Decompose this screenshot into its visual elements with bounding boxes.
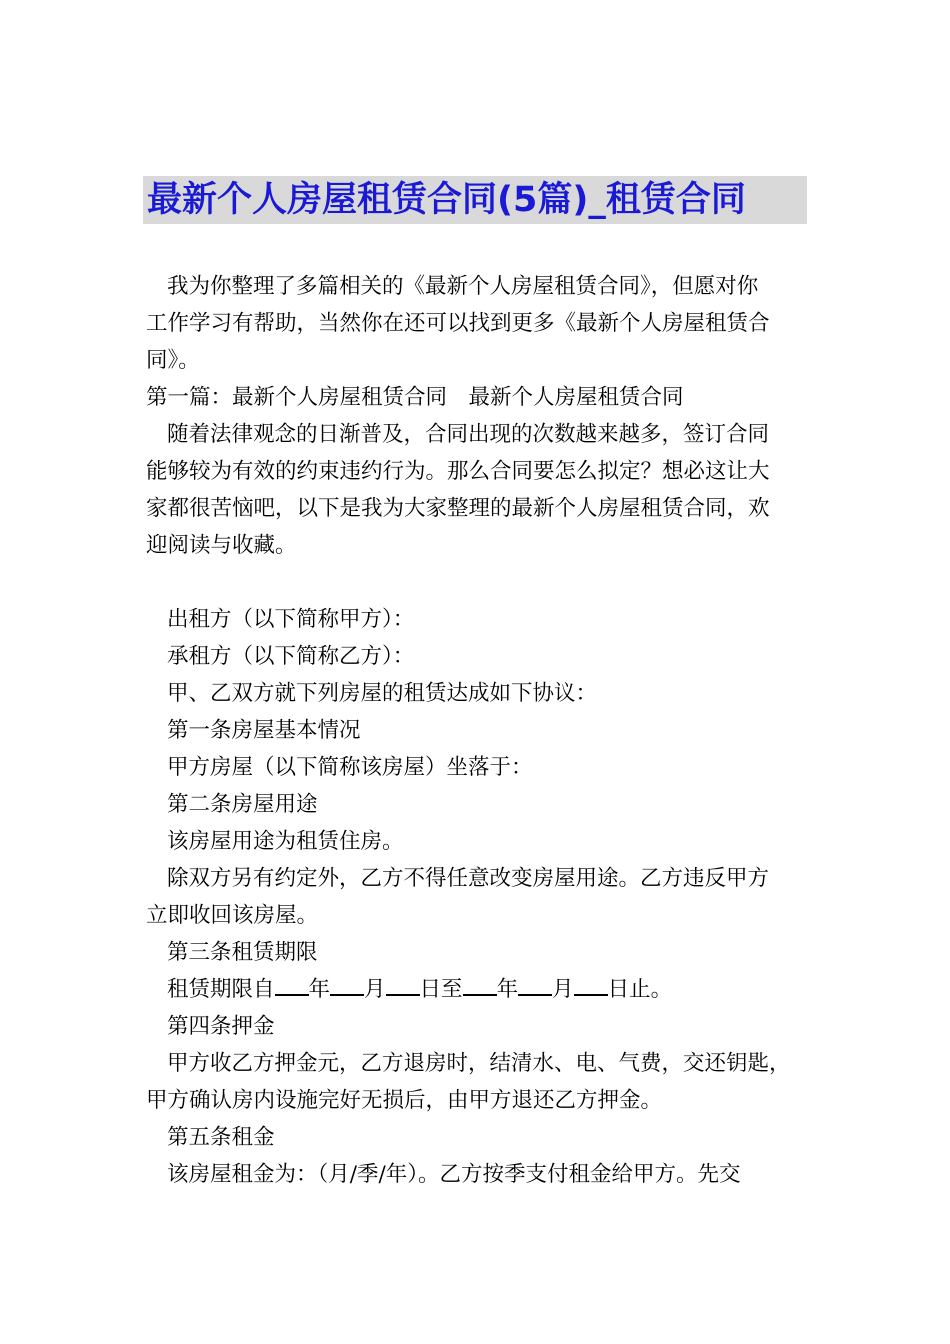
start-year-blank[interactable] xyxy=(275,974,309,996)
intro-line-1: 我为你整理了多篇相关的《最新个人房屋租赁合同》，但愿对你 xyxy=(167,274,759,299)
document-title: 最新个人房屋租赁合同(5篇)_租赁合同 xyxy=(147,180,746,220)
article4-title: 第四条押金 xyxy=(167,1014,275,1039)
para1-line-1: 随着法律观念的日渐普及，合同出现的次数越来越多，签订合同 xyxy=(167,422,770,447)
para1-line-4: 迎阅读与收藏。 xyxy=(146,533,297,558)
year2-label: 年 xyxy=(496,977,519,1002)
title-highlight xyxy=(143,176,807,224)
para1-line-3: 家都很苦恼吧，以下是我为大家整理的最新个人房屋租赁合同，欢 xyxy=(146,496,770,521)
end-year-blank[interactable] xyxy=(463,974,497,996)
article3-title: 第三条租赁期限 xyxy=(167,940,318,965)
month2-label: 月 xyxy=(552,977,574,1002)
intro-line-3: 同》。 xyxy=(146,348,200,373)
start-month-blank[interactable] xyxy=(330,974,364,996)
article2-title: 第二条房屋用途 xyxy=(167,792,318,817)
article5-title: 第五条租金 xyxy=(167,1125,275,1150)
year-label: 年 xyxy=(308,977,331,1002)
end-month-blank[interactable] xyxy=(518,974,552,996)
article1-title: 第一条房屋基本情况 xyxy=(167,718,361,743)
article3-text xyxy=(146,971,826,1008)
article2-text: 该房屋用途为租赁住房。 xyxy=(167,829,404,854)
month-label: 月 xyxy=(364,977,386,1002)
document-body xyxy=(146,268,826,1193)
day-to-label: 日至 xyxy=(419,977,463,1002)
article2-text2-line-1: 除双方另有约定外，乙方不得任意改变房屋用途。乙方违反甲方 xyxy=(167,866,770,891)
lessor-line: 出租方（以下简称甲方）： xyxy=(167,607,415,632)
start-day-blank[interactable] xyxy=(386,974,420,996)
end-label: 日止。 xyxy=(607,977,673,1002)
end-day-blank[interactable] xyxy=(574,974,608,996)
article5-line-1: 该房屋租金为：（月/季/年）。乙方按季支付租金给甲方。先交 xyxy=(167,1162,741,1187)
chapter-heading: 第一篇：最新个人房屋租赁合同 最新个人房屋租赁合同 xyxy=(146,385,684,410)
intro-line-2: 工作学习有帮助，当然你在还可以找到更多《最新个人房屋租赁合 xyxy=(146,311,770,336)
article4-line-2: 甲方确认房内设施完好无损后，由甲方退还乙方押金。 xyxy=(146,1088,663,1113)
para1-line-2: 能够较为有效的约束违约行为。那么合同要怎么拟定？想必这让大 xyxy=(146,459,770,484)
paragraph-gap xyxy=(146,564,826,601)
article1-text: 甲方房屋（以下简称该房屋）坐落于： xyxy=(167,755,533,780)
lease-term-prefix: 租赁期限自 xyxy=(167,977,275,1002)
lessee-line: 承租方（以下简称乙方）： xyxy=(167,644,415,669)
article2-text2-line-2: 立即收回该房屋。 xyxy=(146,903,319,928)
agreement-line: 甲、乙双方就下列房屋的租赁达成如下协议： xyxy=(167,681,598,706)
article4-line-1: 甲方收乙方押金元，乙方退房时，结清水、电、气费，交还钥匙， xyxy=(167,1051,791,1076)
